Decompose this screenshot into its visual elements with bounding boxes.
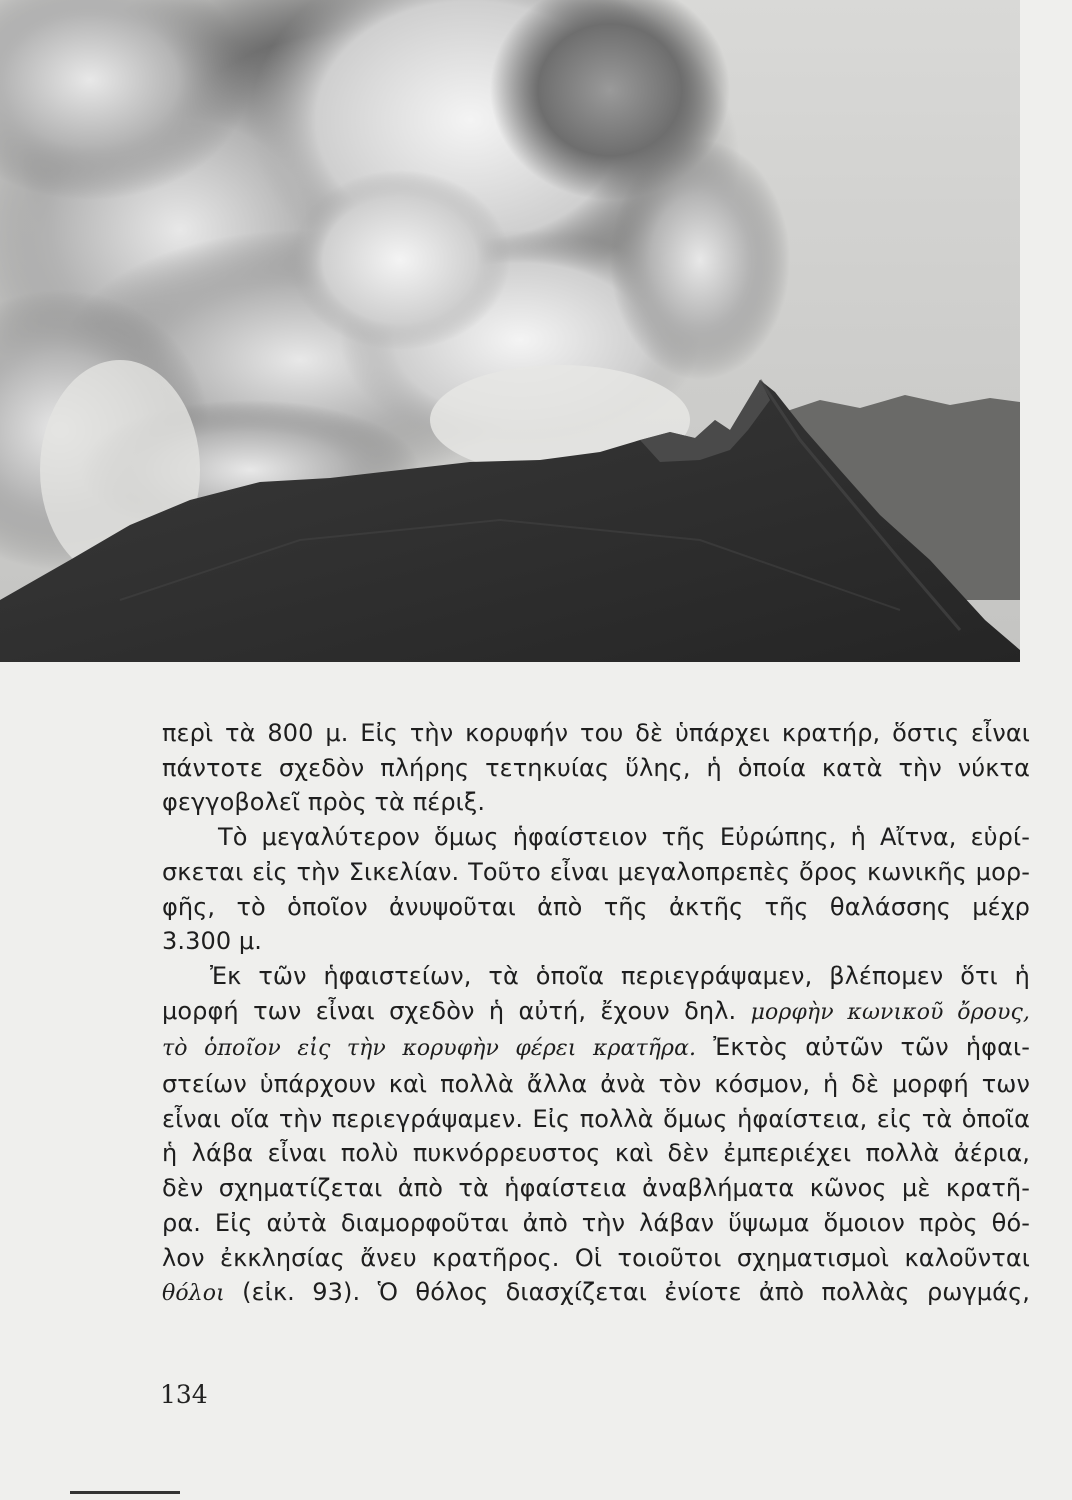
italic-term: μορφὴν κωνικοῦ ὄρους,	[750, 999, 1030, 1025]
text-line: δὲν σχηματίζεται ἀπὸ τὰ ἡφαίστεια ἀναβλήματα κῶνος μὲ κρατῆ-	[162, 1174, 1030, 1203]
text-line: ἡ λάβα εἶναι πολὺ πυκνόρρευστος καὶ δὲν ἐμπεριέχει πολλὰ ἀέρια,	[162, 1139, 1030, 1168]
text-line: φεγγοβολεῖ πρὸς τὰ πέριξ.	[162, 788, 486, 817]
text-line: στείων ὑπάρχουν καὶ πολλὰ ἄλλα ἀνὰ τὸν κόσμον, ἡ δὲ μορφή των	[162, 1070, 1030, 1099]
text-line: φῆς, τὸ ὁποῖον ἀνυψοῦται ἀπὸ τῆς ἀκτῆς τῆς θαλάσσης μέχρ	[162, 892, 1030, 921]
text-line: εἶναι οἵα τὴν περιεγράψαμεν. Εἰς πολλὰ ὅμως ἡφαίστεια, εἰς τὰ ὁποῖα	[162, 1104, 1030, 1133]
italic-term: τὸ ὁποῖον εἰς τὴν κορυφὴν φέρει κρατῆρα.	[162, 1036, 697, 1062]
page-number: 134	[160, 1380, 208, 1409]
text-line: 3.300 μ.	[162, 927, 263, 956]
italic-term: θόλοι	[162, 1281, 225, 1307]
text-line	[162, 994, 1030, 1031]
text-line: Τὸ μεγαλύτερον ὅμως ἡφαίστειον τῆς Εὐρώπης, ἡ Αἴτνα, εὑρί-	[218, 823, 1030, 852]
bottom-rule	[70, 1491, 180, 1494]
text-line: Ἐκ τῶν ἡφαιστείων, τὰ ὁποῖα περιεγράψαμεν, βλέπομεν ὅτι ἡ	[210, 961, 1030, 990]
text-line: λον ἐκκλησίας ἄνευ κρατῆρος. Οἱ τοιοῦτοι σχηματισμοὶ καλοῦνται	[162, 1243, 1030, 1272]
text-line: πάντοτε σχεδὸν πλήρης τετηκυίας ὕλης, ἡ ὁποία κατὰ τὴν νύκτα	[162, 753, 1030, 782]
text-line: σκεται εἰς τὴν Σικελίαν. Τοῦτο εἶναι μεγαλοπρεπὲς ὄρος κωνικῆς μορ-	[162, 857, 1030, 886]
text-line: ρα. Εἰς αὐτὰ διαμορφοῦται ἀπὸ τὴν λάβαν ὕψωμα ὅμοιον πρὸς θό-	[162, 1208, 1030, 1237]
text-run: Ἐκτὸς αὐτῶν τῶν ἡφαι-	[696, 1033, 1030, 1062]
text-run: (εἰκ. 93). Ὁ θόλος διασχίζεται ἐνίοτε ἀπὸ πολλὰς ρωγμάς,	[224, 1278, 1030, 1307]
volcano-photograph	[0, 0, 1020, 662]
body-text	[162, 716, 1030, 1312]
text-line	[162, 1275, 1030, 1312]
text-line: περὶ τὰ 800 μ. Εἰς τὴν κορυφήν του δὲ ὑπάρχει κρατήρ, ὅστις εἶναι	[162, 719, 1030, 747]
text-run: μορφή των εἶναι σχεδὸν ἡ αὐτή, ἔχουν δηλ.	[162, 996, 751, 1025]
text-line	[162, 1030, 1030, 1067]
